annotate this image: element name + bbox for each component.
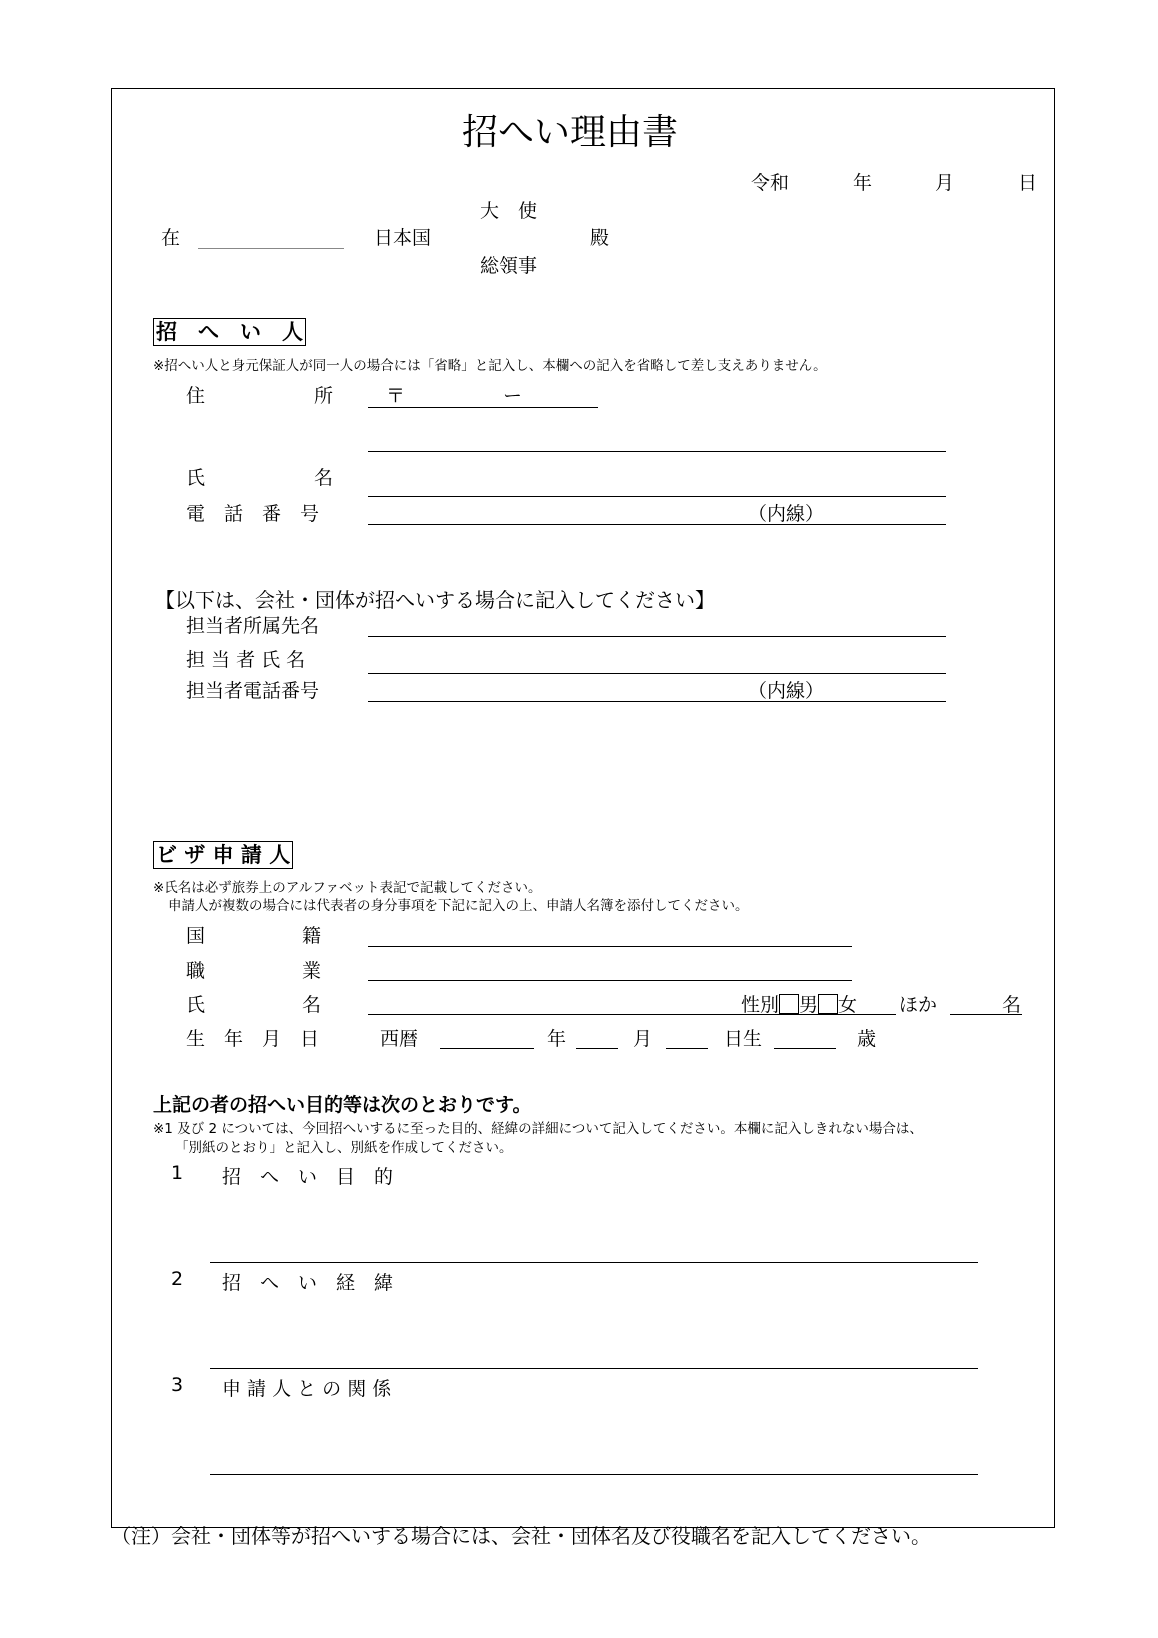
purpose-note-1: ※1 及び 2 については、今回招へいするに至った目的、経緯の詳細について記入してください。本欄に記入しきれない場合は、 (153, 1121, 923, 1137)
inviter-phone-field[interactable] (368, 524, 946, 525)
item-3-label: 申 請 人 と の 関 係 (222, 1378, 392, 1400)
applicant-heading: ビ ザ 申 請 人 (153, 841, 293, 869)
male-checkbox[interactable] (779, 994, 799, 1014)
address-field[interactable] (368, 451, 946, 452)
female-checkbox[interactable] (818, 994, 838, 1014)
age-label: 歳 (857, 1028, 877, 1050)
occupation-field[interactable] (368, 980, 852, 981)
inviter-heading: 招 へ い 人 (153, 318, 306, 346)
applicant-note-1: ※氏名は必ず旅券上のアルファベット表記で記載してください。 (153, 880, 542, 896)
company-dept-field[interactable] (368, 636, 946, 637)
ambassador-label: 大 使 (480, 200, 538, 222)
inviter-name-label-2: 名 (314, 467, 334, 489)
applicant-name-label-1: 氏 (186, 994, 206, 1016)
form-frame (111, 88, 1055, 1528)
item-2-num: 2 (171, 1268, 184, 1290)
japan-label: 日本国 (374, 227, 432, 249)
location-field[interactable] (198, 248, 344, 249)
company-person-field[interactable] (368, 673, 946, 674)
inviter-name-field[interactable] (368, 496, 946, 497)
company-dept-label: 担当者所属先名 (186, 615, 320, 637)
footnote: （注）会社・団体等が招へいする場合には、会社・団体名及び役職名を記入してください。 (111, 1524, 931, 1548)
item-1-label: 招 へ い 目 的 (222, 1166, 394, 1188)
date-year: 年 (853, 172, 873, 194)
address-label-1: 住 (186, 385, 206, 407)
sex-label: 性別 (741, 994, 780, 1016)
dob-year-field[interactable] (440, 1048, 534, 1049)
inviter-phone-label: 電 話 番 号 (186, 503, 320, 525)
dob-month-field[interactable] (576, 1048, 618, 1049)
company-phone-label: 担当者電話番号 (186, 680, 320, 702)
honorific-label: 殿 (590, 227, 610, 249)
postal-mark: 〒 (386, 385, 406, 407)
nationality-label-2: 籍 (302, 925, 322, 947)
zai-label: 在 (161, 227, 181, 249)
item-1-num: 1 (171, 1162, 184, 1184)
inviter-name-label-1: 氏 (186, 467, 206, 489)
nationality-label-1: 国 (186, 925, 206, 947)
applicant-name-label-2: 名 (302, 994, 322, 1016)
female-label: 女 (838, 994, 858, 1016)
western-era-label: 西暦 (380, 1028, 419, 1050)
postal-code-field[interactable] (368, 407, 598, 408)
nationality-field[interactable] (368, 946, 852, 947)
dob-label: 生 年 月 日 (186, 1028, 320, 1050)
applicant-note-2: 申請人が複数の場合には代表者の身分事項を下記に記入の上、申請人名簿を添付してください。 (168, 898, 749, 914)
dob-day-label: 日生 (724, 1028, 763, 1050)
sex-selector (741, 990, 857, 1017)
occupation-label-1: 職 (186, 960, 206, 982)
dob-day-field[interactable] (666, 1048, 708, 1049)
company-heading: 【以下は、会社・団体が招へいする場合に記入してください】 (155, 588, 715, 612)
invitation-background-field[interactable] (210, 1368, 978, 1369)
postal-dash: ー (503, 385, 523, 407)
invitation-purpose-field[interactable] (210, 1262, 978, 1263)
dob-year-label: 年 (547, 1028, 567, 1050)
company-extension-label: （内線） (748, 680, 825, 702)
item-3-num: 3 (171, 1374, 184, 1396)
company-phone-field[interactable] (368, 701, 946, 702)
consul-label: 総領事 (480, 255, 538, 277)
relationship-field[interactable] (210, 1474, 978, 1475)
age-field[interactable] (774, 1048, 836, 1049)
dob-month-label: 月 (633, 1028, 653, 1050)
date-month: 月 (935, 172, 955, 194)
others-label: ほか (899, 994, 938, 1016)
item-2-label: 招 へ い 経 緯 (222, 1272, 394, 1294)
inviter-note: ※招へい人と身元保証人が同一人の場合には「省略」と記入し、本欄への記入を省略して差し支えありません。 (153, 358, 827, 374)
occupation-label-2: 業 (302, 960, 322, 982)
date-day: 日 (1018, 172, 1038, 194)
date-era: 令和 (751, 172, 790, 194)
male-label: 男 (799, 994, 819, 1016)
inviter-extension-label: （内線） (748, 503, 825, 525)
address-label-2: 所 (314, 385, 334, 407)
purpose-note-2: 「別紙のとおり」と記入し、別紙を作成してください。 (175, 1140, 513, 1156)
people-label: 名 (1002, 994, 1022, 1016)
purpose-heading: 上記の者の招へい目的等は次のとおりです。 (153, 1094, 532, 1116)
company-person-label: 担 当 者 氏 名 (186, 649, 306, 671)
page-title: 招へい理由書 (462, 112, 679, 153)
